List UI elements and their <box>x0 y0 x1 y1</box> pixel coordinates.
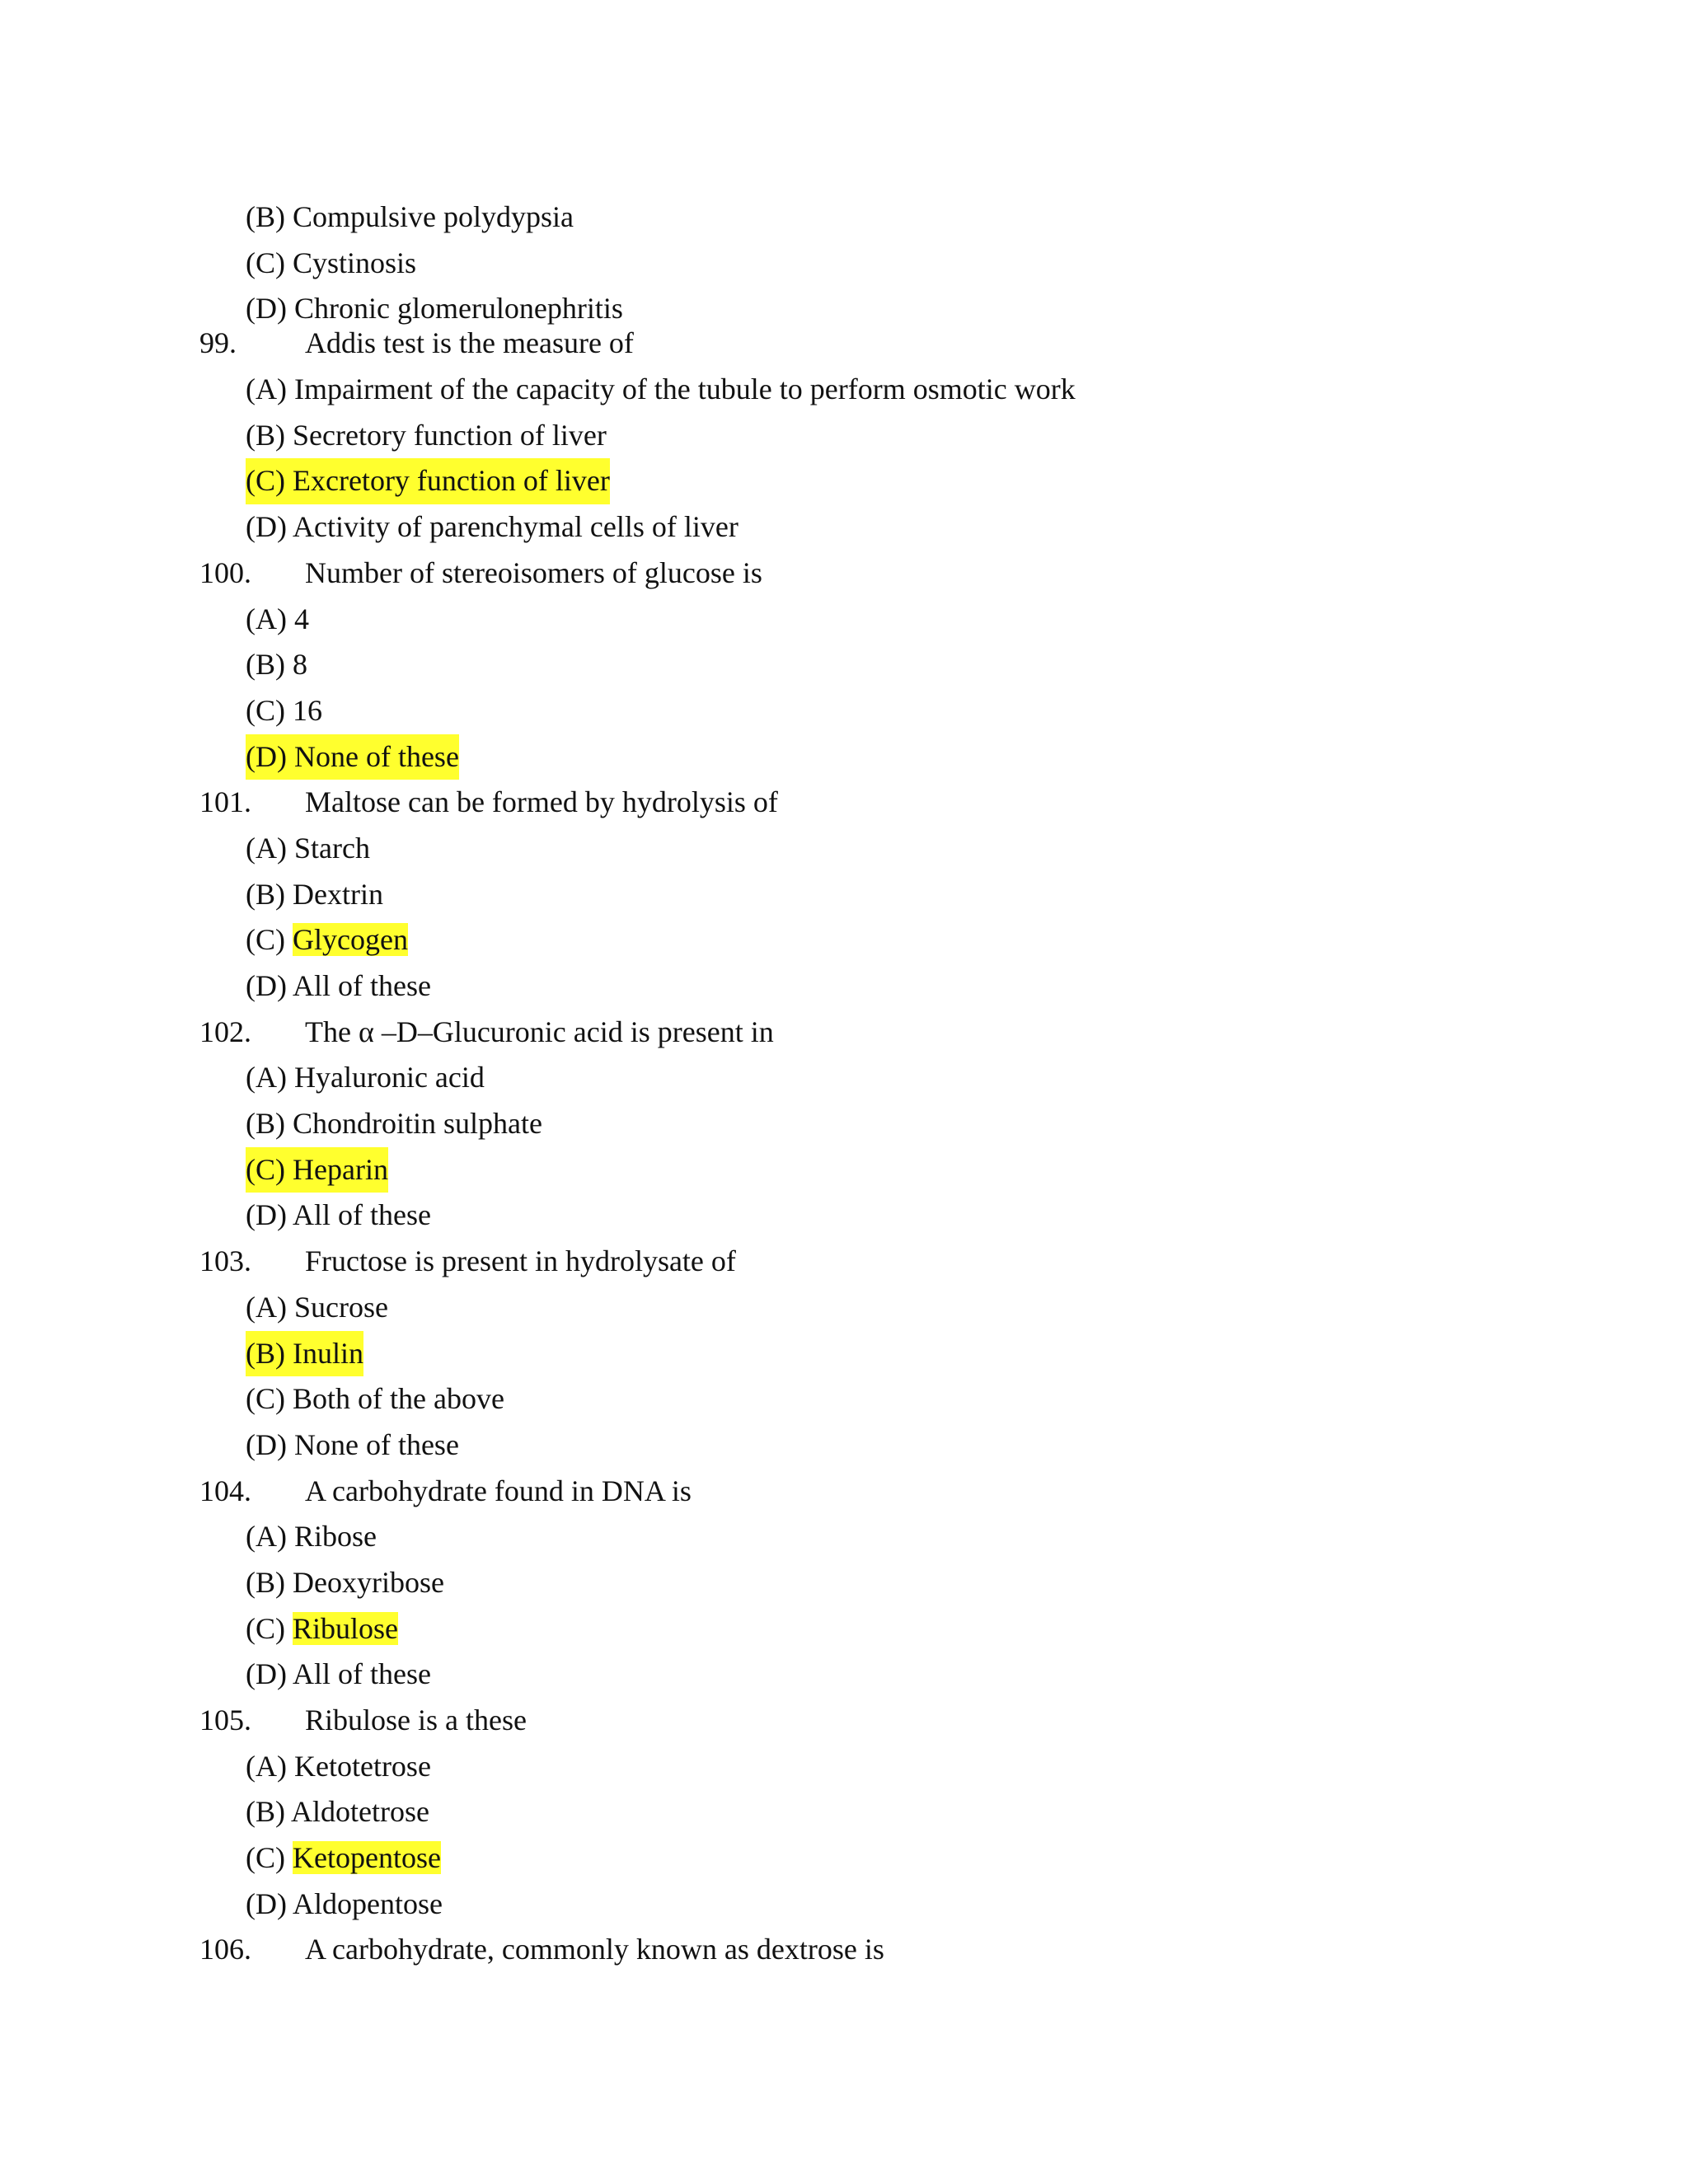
option-text: (C) Both of the above <box>246 1382 504 1416</box>
option-line <box>0 597 1688 643</box>
option-text: (B) Deoxyribose <box>246 1565 444 1599</box>
option-line <box>0 1193 1688 1239</box>
option-line <box>0 826 1688 872</box>
option-line <box>0 413 1688 459</box>
option-line <box>0 504 1688 551</box>
question-line <box>0 1010 1688 1056</box>
question-number: 103. <box>199 1244 251 1278</box>
option-line <box>0 963 1688 1010</box>
question-line <box>0 1239 1688 1285</box>
question-text: Maltose can be formed by hydrolysis of <box>305 785 778 819</box>
option-text: (B) Chondroitin sulphate <box>246 1107 542 1141</box>
option-text: (D) All of these <box>246 969 431 1002</box>
option-line <box>0 1285 1688 1331</box>
question-number: 105. <box>199 1704 251 1736</box>
option-line <box>0 367 1688 413</box>
option-line <box>0 1789 1688 1835</box>
question-text: A carbohydrate found in DNA is <box>305 1474 692 1507</box>
option-text: (B) 8 <box>246 648 307 682</box>
question-text: Addis test is the measure of <box>305 326 634 360</box>
highlighted-answer: Ribulose <box>293 1611 399 1645</box>
option-line <box>0 1101 1688 1147</box>
option-text: (A) Starch <box>246 831 370 865</box>
option-text-highlighted: (C) Excretory function of liver <box>246 458 610 504</box>
option-line <box>0 1560 1688 1606</box>
option-line <box>0 1652 1688 1698</box>
option-line <box>0 1882 1688 1928</box>
option-text-highlighted: (D) None of these <box>246 734 459 780</box>
option-line <box>0 241 1688 287</box>
option-text: (B) Aldotetrose <box>246 1795 429 1829</box>
option-line <box>0 1744 1688 1790</box>
option-line <box>0 1514 1688 1560</box>
question-number: 99. <box>199 326 237 360</box>
question-number: 104. <box>199 1474 251 1507</box>
option-line <box>0 688 1688 734</box>
highlighted-answer: Ketopentose <box>293 1841 441 1875</box>
option-text: (D) Aldopentose <box>246 1886 443 1920</box>
question-line <box>0 1927 1688 1973</box>
option-line <box>0 286 1688 326</box>
option-text-highlighted: (B) Inulin <box>246 1331 363 1377</box>
question-number: 102. <box>199 1015 251 1048</box>
option-text: (D) None of these <box>246 1427 459 1461</box>
option-line <box>0 1331 1688 1377</box>
option-text: (A) Ketotetrose <box>246 1749 431 1783</box>
option-text: (C) Ketopentose <box>246 1841 441 1875</box>
option-line <box>0 1422 1688 1469</box>
option-text: (C) Cystinosis <box>246 246 417 279</box>
option-line <box>0 458 1688 504</box>
option-text: (A) 4 <box>246 602 309 635</box>
question-text: The α –D–Glucuronic acid is present in <box>305 1015 774 1048</box>
option-text-highlighted: (C) Heparin <box>246 1147 388 1193</box>
option-line <box>0 917 1688 963</box>
option-text: (C) Glycogen <box>246 923 408 957</box>
question-text: Ribulose is a these <box>305 1704 527 1736</box>
option-text: (D) Chronic glomerulonephritis <box>246 292 623 326</box>
question-line <box>0 321 1688 367</box>
option-text: (A) Hyaluronic acid <box>246 1061 485 1094</box>
option-line <box>0 872 1688 918</box>
question-text: Fructose is present in hydrolysate of <box>305 1244 736 1278</box>
option-text: (B) Secretory function of liver <box>246 418 607 452</box>
option-text: (C) 16 <box>246 693 322 727</box>
option-line <box>0 1835 1688 1882</box>
option-line <box>0 1147 1688 1193</box>
option-line <box>0 1606 1688 1652</box>
question-text: A carbohydrate, commonly known as dextrose is <box>305 1933 884 1966</box>
question-number: 100. <box>199 555 251 589</box>
option-text: (D) All of these <box>246 1657 431 1691</box>
highlighted-answer: Glycogen <box>293 923 408 957</box>
option-text: (B) Compulsive polydypsia <box>246 200 574 233</box>
question-number: 106. <box>199 1933 251 1966</box>
option-line <box>0 194 1688 241</box>
question-text: Number of stereoisomers of glucose is <box>305 555 762 589</box>
option-text: (D) Activity of parenchymal cells of liver <box>246 510 738 544</box>
option-line <box>0 734 1688 780</box>
option-text: (A) Sucrose <box>246 1290 388 1324</box>
question-number: 101. <box>199 785 251 819</box>
question-line <box>0 1698 1688 1744</box>
option-line <box>0 642 1688 688</box>
option-text: (B) Dextrin <box>246 877 383 911</box>
question-line <box>0 1469 1688 1515</box>
option-text: (C) Ribulose <box>246 1611 399 1645</box>
question-line <box>0 780 1688 826</box>
option-line <box>0 1376 1688 1422</box>
option-text: (D) All of these <box>246 1198 431 1232</box>
option-line <box>0 1055 1688 1101</box>
option-text: (A) Ribose <box>246 1520 377 1554</box>
document-page <box>0 194 1688 1973</box>
question-line <box>0 551 1688 597</box>
option-text: (A) Impairment of the capacity of the tubule to perform osmotic work <box>246 373 1076 406</box>
